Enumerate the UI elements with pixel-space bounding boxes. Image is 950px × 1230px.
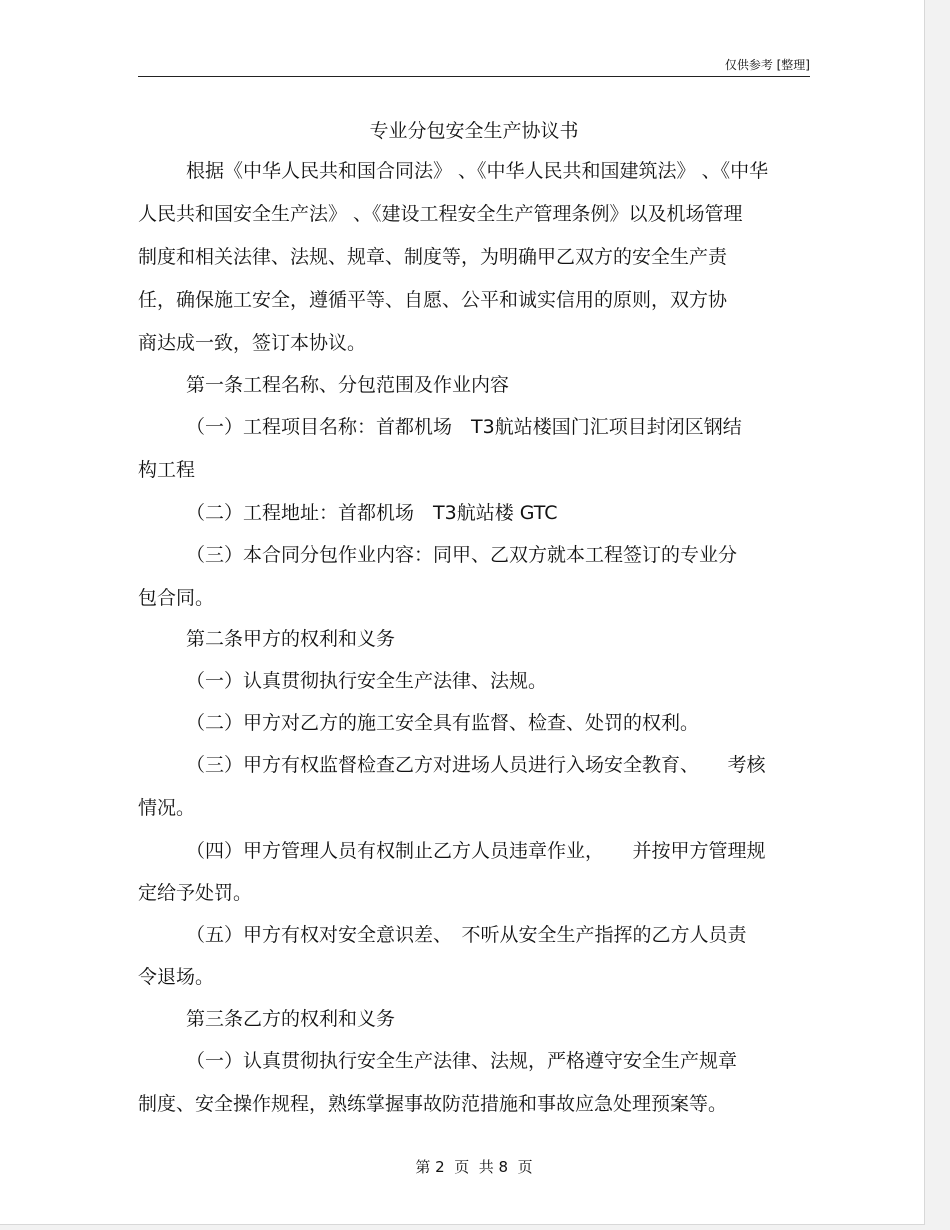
body-line: 构工程 (138, 459, 196, 481)
document-title: 专业分包安全生产协议书 (369, 120, 579, 142)
body-line: 制度和相关法律、法规、规章、制度等，为明确甲乙双方的安全生产责 (138, 246, 728, 268)
body-line: 任，确保施工安全，遵循平等、自愿、公平和诚实信用的原则，双方协 (138, 289, 728, 311)
body-line: （四）甲方管理人员有权制止乙方人员违章作业， 并按甲方管理规 (186, 840, 766, 862)
body-line: 定给予处罚。 (138, 882, 253, 904)
body-line: （二）甲方对乙方的施工安全具有监督、检查、处罚的权利。 (186, 712, 700, 734)
section-heading: 第三条乙方的权利和义务 (186, 1008, 396, 1030)
body-line: 令退场。 (138, 966, 215, 988)
body-line: （一）认真贯彻执行安全生产法律、法规，严格遵守安全生产规章 (186, 1050, 738, 1072)
body-line: 包合同。 (138, 587, 215, 609)
body-line: 人民共和国安全生产法》 、《建设工程安全生产管理条例》以及机场管理 (138, 203, 743, 225)
body-line: （一）认真贯彻执行安全生产法律、法规。 (186, 670, 548, 692)
body-line: 商达成一致，签订本协议。 (138, 332, 367, 354)
section-heading: 第二条甲方的权利和义务 (186, 628, 396, 650)
body-line: （三）甲方有权监督检查乙方对进场人员进行入场安全教育、 考核 (186, 754, 766, 776)
body-line: 制度、安全操作规程，熟练掌握事故防范措施和事故应急处理预案等。 (138, 1093, 728, 1115)
section-heading: 第一条工程名称、分包范围及作业内容 (186, 374, 510, 396)
header-divider (138, 76, 810, 77)
body-line: （一）工程项目名称：首都机场 T3航站楼国门汇项目封闭区钢结 (186, 416, 742, 438)
body-line: （五）甲方有权对安全意识差、 不听从安全生产指挥的乙方人员责 (186, 924, 747, 946)
body-line: （二）工程地址：首都机场 T3航站楼 GTC (186, 502, 558, 524)
page-number: 第 2 页 共 8 页 (415, 1158, 533, 1176)
body-line: （三）本合同分包作业内容：同甲、乙双方就本工程签订的专业分 (186, 544, 738, 566)
header-note: 仅供参考 [整理] (724, 58, 810, 72)
body-line: 情况。 (138, 797, 196, 819)
body-line: 根据《中华人民共和国合同法》 、《中华人民共和国建筑法》 、《中华 (186, 160, 769, 182)
